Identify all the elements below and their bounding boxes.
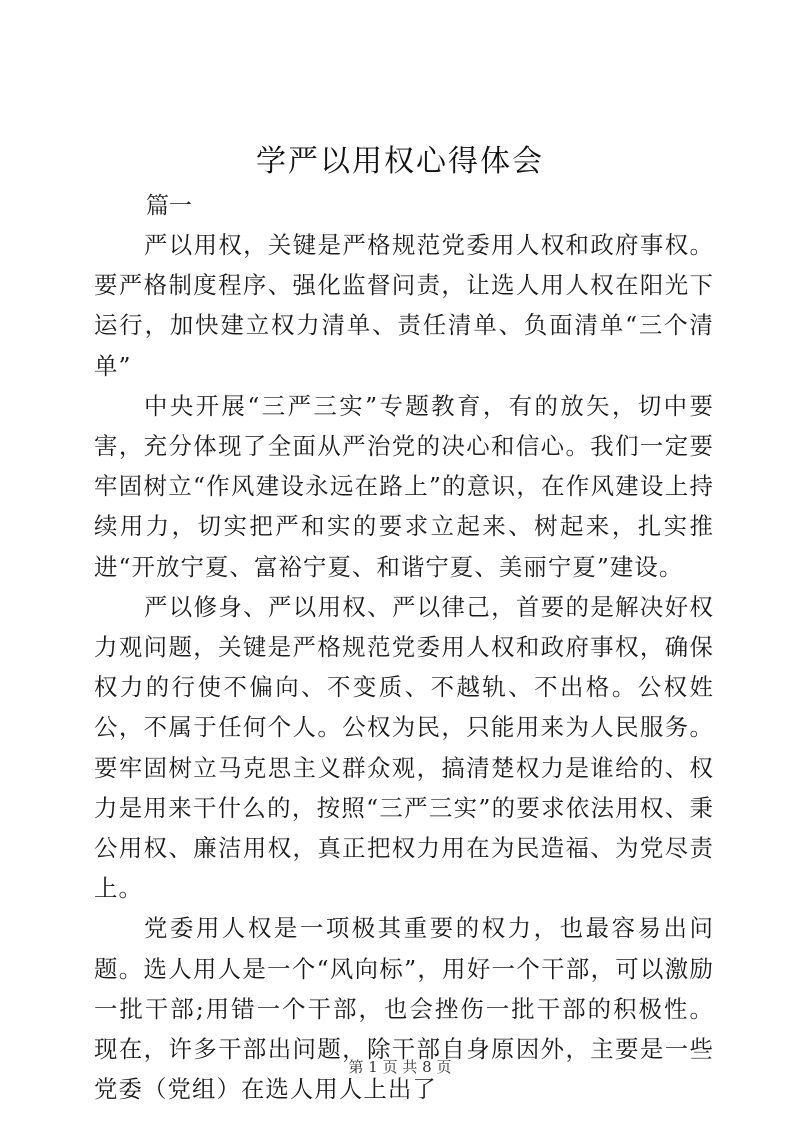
paragraph: 中央开展“三严三实”专题教育，有的放矢，切中要害，充分体现了全面从严治党的决心和信心。我们一定要牢固树立“作风建设永远在路上”的意识，在作风建设上持续用力，切实把严和实的要求立起来、树起来，扎实推进“开放宁夏、富裕宁夏、和谐宁夏、美丽宁夏”建设。 bbox=[94, 391, 714, 581]
page-footer: 第 1 页 共 8 页 bbox=[348, 1058, 452, 1076]
document-title: 学严以用权心得体会 bbox=[256, 144, 544, 179]
paragraph: 党委用人权是一项极其重要的权力，也最容易出问题。选人用人是一个“风向标”，用好一个干部，可以激励一批干部;用错一个干部，也会挫伤一批干部的积极性。现在，许多干部出问题，除干部自身原因外，主要是一些党委（党组）在选人用人上出了 bbox=[94, 914, 714, 1104]
document-body bbox=[94, 225, 714, 1109]
section-label: 篇一 bbox=[146, 193, 192, 219]
paragraph: 严以用权，关键是严格规范党委用人权和政府事权。要严格制度程序、强化监督问责，让选人用人权在阳光下运行，加快建立权力清单、责任清单、负面清单“三个清单” bbox=[94, 231, 714, 380]
paragraph: 严以修身、严以用权、严以律己，首要的是解决好权力观问题，关键是严格规范党委用人权和政府事权，确保权力的行使不偏向、不变质、不越轨、不出格。公权姓公，不属于任何个人。公权为民，只能用来为人民服务。要牢固树立马克思主义群众观，搞清楚权力是谁给的、权力是用来干什么的，按照“三严三实”的要求依法用权、秉公用权、廉洁用权，真正把权力用在为民造福、为党尽责上。 bbox=[94, 592, 714, 903]
